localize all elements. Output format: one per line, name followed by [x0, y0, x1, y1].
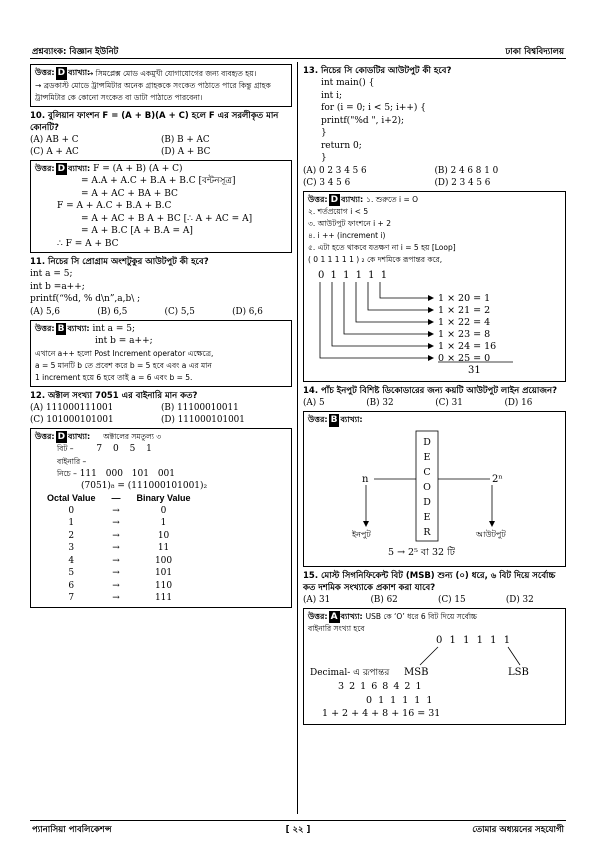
- table-row: 4 → 100: [68, 555, 173, 566]
- option-d: (D) A + BC: [161, 146, 211, 157]
- option-c: (C) 15: [438, 594, 466, 605]
- decoder-letter: E: [423, 451, 431, 463]
- option-a: (A) 31: [303, 594, 331, 605]
- option-a: (A) 111000111001: [30, 402, 114, 413]
- lsb-label: LSB: [508, 667, 529, 678]
- options: [30, 306, 292, 318]
- option-a: (A) AB + C: [30, 134, 79, 145]
- question-10: 10. বুলিয়ান ফাংশন F = (A + B)(A + C) হলে F এর সরলীকৃত মান কোনটি?: [30, 110, 279, 133]
- binary-digits: 0 1 1 1 1 1: [436, 635, 513, 646]
- footer-left: প্যানাসিয়া পাবলিকেশন্স: [32, 825, 112, 835]
- option-c: (C) 3 4 5 6: [303, 177, 351, 188]
- explanation-label: ব্যাখ্যা:: [68, 68, 91, 77]
- answer-box: উত্তর: D ব্যাখ্যা: ১. শুরুতে i = O ২. শর্তপ্রয়োগ i < 5 ৩. আউটপুট ফাংশনে i + 2 ৪. i ++ (increment i) ৫. এটা হতে থাকবে যতক্ষণ না i = 5 হয় [Loop] ( 0 1 1 1 1 1 ) ₂ কে দশমিকে রূপান্তর করে, 0 1 1 1 1 1 1 × 20 = 1 1 × 21 = 2 1 × 22 = 4 1 × 23 = 8 1 × 24 = 16 0 × 25 = 0 31: [303, 191, 566, 383]
- answer-box: উত্তর: D ব্যাখ্যা: অক্টালের সমতুল্য ৩ বিট – 7 0 5 1 বাইনারি – নিচে – 111 000 101 001 (7051)₈ = (111000101001)₂ Octal Value — Binary Value 0 → 0 1 → 1 2 → 10 3 → 11 4 → 100 5 → 101 6 → 110 7 → 111: [30, 428, 292, 608]
- answer-letter: D: [57, 431, 66, 442]
- question-11: 11. নিচের সি প্রোগ্রাম অংশটুকুর আউটপুট কী হবে?: [30, 257, 209, 267]
- product-line: 1 × 20 = 1: [438, 293, 491, 304]
- question-13: 13. নিচের সি কোডটির আউটপুট কী হবে?: [303, 66, 452, 76]
- right-column: [303, 62, 566, 727]
- table-row: 3 → 11: [68, 543, 170, 553]
- answer-box: উত্তর: B ব্যাখ্যা: D E C O D E R n 2ⁿ ইনপুট আউটপুট 5 → 2⁵ বা 32 টি: [303, 411, 566, 567]
- result: 5 → 2⁵ বা 32 টি: [388, 546, 455, 558]
- page-header: [30, 45, 566, 59]
- explanation-text: → ব্রডকাস্ট মোডে ট্রান্সমিটার অনেক গ্রাহককে সংকেত পাঠাতে পারে কিন্তু গ্রাহক ট্রান্সমিটার কে কোনো সংকেত বা ডাটা পাঠাতে পারবেনা।: [35, 80, 271, 102]
- binary-digits: 0 1 1 1 1 1: [366, 695, 434, 706]
- answer-letter: D: [57, 163, 66, 174]
- explanation-text: → সিমপ্লেক্স মোড একমুখী যোগাযোগের জন্য ব্যবহৃত হয়।: [87, 68, 257, 78]
- options: [30, 402, 292, 426]
- option-d: (D) 6,6: [232, 306, 263, 317]
- question-15: 15. মোস্ট সিগনিফিকেন্ট বিট (MSB) শুন্য (০) ধরে, ৬ বিট দিয়ে সর্বোচ্চ কত দশমিক সংখ্যাকে প্রকাশ করা যাবে?: [303, 570, 556, 593]
- decoder-letter: D: [423, 496, 431, 508]
- answer-letter: D: [57, 68, 66, 78]
- option-d: (D) 2 3 4 5 6: [434, 177, 491, 188]
- code-line: int a = 5;: [30, 269, 73, 279]
- question-text: অক্টাল সংখ্যা 7051 এর বাইনারি মান কত?: [48, 390, 198, 401]
- question-14: 14. পাঁচ ইনপুট বিশিষ্ট ডিকোডারের জন্য কয়টি আউটপুট লাইন প্রয়োজন?: [303, 386, 558, 396]
- answer-letter: B: [330, 415, 338, 425]
- question-text: বুলিয়ান ফাংশন F = (A + B)(A + C) হলে F এর সরলীকৃত মান কোনটি?: [30, 110, 279, 133]
- question-text: নিচের সি কোডটির আউটপুট কী হবে?: [321, 66, 452, 76]
- table-row: 7 → 111: [68, 593, 173, 603]
- answer-letter: B: [57, 323, 65, 334]
- answer-box: উত্তর: B ব্যাখ্যা: int a = 5; int b = a++; এখানে a++ হলো Post Increment operator এক্ষেত্রে, a = 5 মানটি b তে প্রবেশ করে b = 5 হবে এবং a এর মান 1 increment হয়ে 6 হবে তাই a = 6 এবং b = 5.: [30, 320, 292, 387]
- output-count: 2ⁿ: [492, 473, 503, 485]
- decoder-letter: C: [423, 466, 431, 478]
- options: [303, 397, 566, 409]
- decoder-letter: R: [423, 526, 431, 538]
- option-b: (B) B + AC: [161, 134, 210, 145]
- page-number: [ ২২ ]: [285, 825, 311, 835]
- product-line: 1 × 23 = 8: [438, 329, 491, 340]
- conversion-arrows: [320, 282, 428, 358]
- binary-digits: 0 1 1 1 1 1: [318, 270, 389, 281]
- msb-label: MSB: [404, 667, 429, 678]
- option-c: (C) 31: [435, 398, 463, 408]
- decoder-letter: D: [423, 436, 431, 448]
- option-b: (B) 62: [370, 594, 398, 605]
- answer-box: উত্তর: D ব্যাখ্যা: F = (A + B) (A + C) = A.A + A.C + B.A + B.C [বন্টনসূত্র] = A + AC + BA + BC F = A + A.C + B.A + B.C = A + AC + B A + BC [∴ A + AC = A] = A + B.C [A + B.A = A] ∴ F = A + BC: [30, 160, 292, 254]
- product-line: 1 × 21 = 2: [438, 305, 491, 316]
- page-footer: [30, 820, 566, 836]
- binary-to-decimal-diagram: [308, 266, 558, 376]
- product-line: 1 × 24 = 16: [438, 341, 497, 352]
- products: [438, 293, 496, 364]
- header-right: ঢাকা বিশ্ববিদ্যালয়: [505, 47, 564, 57]
- decoder-letter: E: [423, 511, 431, 523]
- option-b: (B) 32: [366, 398, 394, 408]
- footer-right: তোমার অধ্যয়নের সহযোগী: [472, 825, 564, 835]
- question-text: নিচের সি প্রোগ্রাম অংশটুকুর আউটপুট কী হবে?: [48, 257, 209, 267]
- answer-letter: D: [330, 194, 339, 205]
- question-12: 12. অক্টাল সংখ্যা 7051 এর বাইনারি মান কত?: [30, 390, 198, 401]
- input-label: ইনপুট: [352, 529, 371, 539]
- decoder-diagram: [308, 427, 558, 561]
- output-label: আউটপুট: [476, 529, 506, 539]
- arrow-heads: [428, 295, 434, 361]
- option-b: (B) 11100010011: [161, 402, 239, 413]
- option-b: (B) 2 4 6 8 1 0: [434, 165, 499, 176]
- table-row: 6 → 110: [68, 580, 173, 591]
- msb-lsb-diagram: [308, 635, 558, 719]
- decoder-letters: [423, 437, 431, 538]
- table-row: 0 → 0: [68, 505, 167, 516]
- option-c: (C) 5,5: [164, 306, 195, 317]
- answer-tag: উত্তর:: [35, 68, 55, 77]
- answer-box: উত্তর: A ব্যাখ্যা: USB কে ‘O’ ধরে 6 বিট দিয়ে সর্বোচ্চ বাইনারি সংখ্যা হবে 0 1 1 1 1 1 MSB LSB Decimal- এ রূপান্তর 3 2 1 6 8 4 2 1 0 1 1 1 1 1 1 + 2 + 4 + 8 + 16 = 31: [303, 608, 566, 726]
- option-a: (A) 0 2 3 4 5 6: [303, 165, 367, 176]
- decoder-letter: O: [423, 481, 431, 493]
- option-d: (D) 32: [505, 594, 534, 605]
- weights: 3 2 1 6 8 4 2 1: [338, 681, 423, 692]
- question-text: মোস্ট সিগনিফিকেন্ট বিট (MSB) শুন্য (০) ধরে, ৬ বিট দিয়ে সর্বোচ্চ কত দশমিক সংখ্যাকে প্রকাশ করা যাবে?: [303, 570, 556, 593]
- code-line: printf(“%d, % d\n”,a,b\ ;: [30, 294, 141, 304]
- code-block: int main() { int i; for (i = 0; i < 5; i++) { printf("%d ", i+2); } return 0; }: [321, 78, 427, 163]
- product-line: 1 × 22 = 4: [438, 317, 491, 328]
- code-line: int b =a++;: [30, 281, 85, 292]
- input-count: n: [362, 473, 369, 485]
- options: [30, 134, 292, 158]
- left-column: [30, 62, 292, 610]
- question-text: পাঁচ ইনপুট বিশিষ্ট ডিকোডারের জন্য কয়টি আউটপুট লাইন প্রয়োজন?: [321, 386, 558, 396]
- option-c: (C) 101000101001: [30, 414, 114, 425]
- sum: 31: [468, 365, 481, 376]
- option-b: (B) 6,5: [97, 306, 128, 317]
- answer-letter: A: [330, 611, 338, 622]
- octal-binary-table: Octal Value — Binary Value 0 → 0 1 → 1 2 → 10 3 → 11 4 → 100 5 → 101 6 → 110 7 → 111: [39, 493, 199, 605]
- table-row: 1 → 1: [68, 518, 167, 528]
- option-a: (A) 5: [303, 398, 325, 408]
- option-d: (D) 111000101001: [161, 414, 245, 425]
- sum: 1 + 2 + 4 + 8 + 16 = 31: [322, 708, 441, 719]
- header-left: প্রশ্নব্যাংক: বিজ্ঞান ইউনিট: [32, 47, 119, 57]
- options: [303, 165, 566, 189]
- option-d: (D) 16: [504, 398, 533, 408]
- option-a: (A) 5,6: [30, 306, 61, 317]
- product-line: 0 × 25 = 0: [438, 353, 491, 364]
- decimal-label: Decimal- এ রূপান্তর: [310, 668, 390, 678]
- column-divider: [297, 62, 298, 814]
- options: [303, 594, 566, 606]
- option-c: (C) A + AC: [30, 146, 79, 157]
- continued-answer-box: [30, 64, 292, 107]
- table-row: 5 → 101: [68, 568, 173, 578]
- table-row: 2 → 10: [68, 530, 170, 541]
